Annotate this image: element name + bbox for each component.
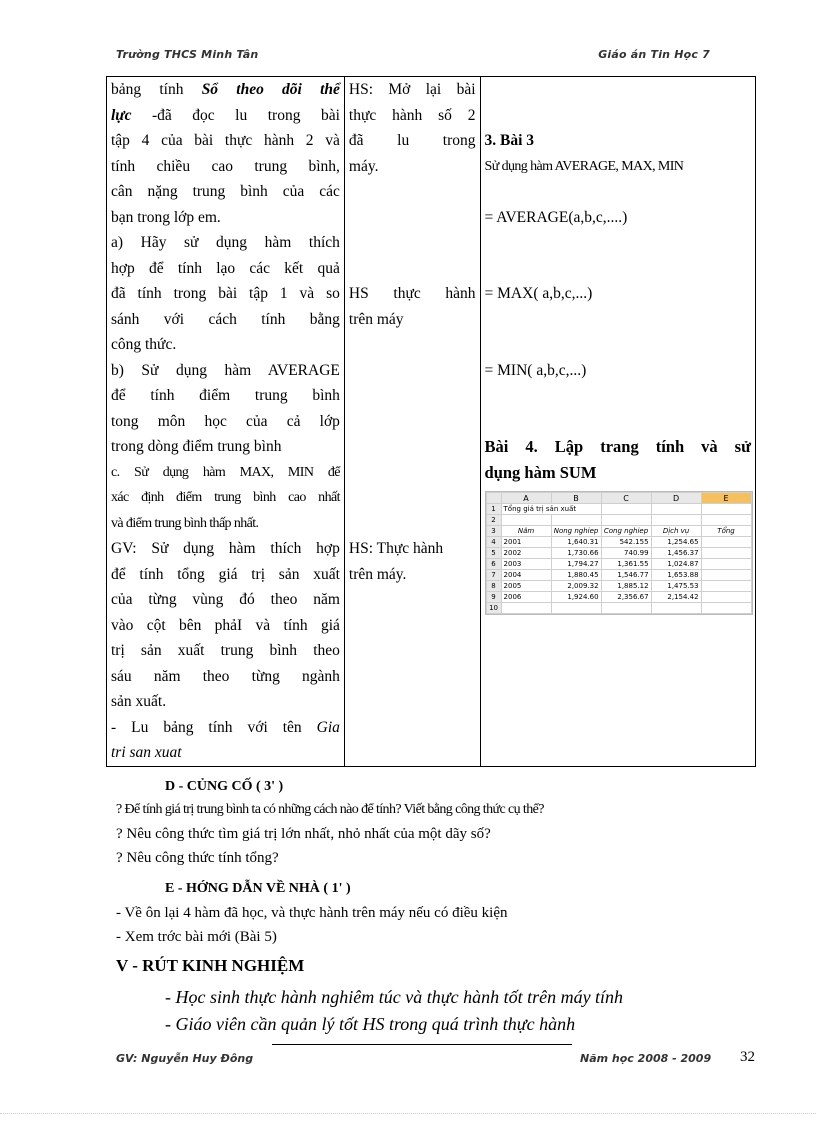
sheet-cell (651, 504, 701, 515)
bai4-title-line2: dụng hàm SUM (484, 462, 597, 482)
sheet-title-cell: Tổng giá trị sản xuất (501, 504, 601, 515)
teacher-line (111, 536, 340, 562)
teacher-line (111, 638, 340, 664)
teacher-line (111, 154, 340, 180)
sheet-cell (701, 515, 751, 526)
teacher-line-text: công thức. (111, 336, 177, 353)
sheet-row (486, 592, 751, 603)
s2-l1: HS thực hành (348, 285, 476, 302)
sheet-cell: 2,154.42 (651, 592, 701, 603)
footer-rule (272, 1044, 572, 1045)
sheet-column-header: C (601, 493, 651, 504)
sheet-cell: 1,730.66 (551, 548, 601, 559)
sheet-cell (701, 548, 751, 559)
teacher-line (111, 179, 340, 205)
section-v-l2: - Giáo viên cần quản lý tốt HS trong quá trình thực hành (165, 1014, 576, 1034)
bai3-title: 3. Bài 3 (484, 132, 535, 149)
teacher-line-text: lực (111, 106, 132, 124)
sheet-row (486, 581, 751, 592)
sheet-cell: 1,653.88 (651, 570, 701, 581)
sheet-row-header: 4 (486, 537, 501, 548)
teacher-line (111, 409, 340, 435)
teacher-line-text: sản xuất. (111, 693, 167, 710)
sheet-cell (501, 515, 551, 526)
teacher-line-text: bạn trong lớp em. (111, 208, 221, 226)
sheet-cell (701, 537, 751, 548)
teacher-line-text: -đã đọc lu trong bài (131, 106, 340, 124)
teacher-line (111, 281, 340, 307)
sheet-cell: 1,885.12 (601, 581, 651, 592)
max-formula: = MAX( a,b,c,...) (484, 285, 593, 302)
sheet-cell: 2,356.67 (601, 592, 651, 603)
s1-l2: thực hành số 2 (348, 106, 476, 124)
teacher-line-text: tri san xuat (111, 744, 182, 761)
bai4-title-line1: Bài 4. Lập trang tính và sử (484, 437, 751, 456)
footer-teacher: GV: Nguyễn Huy Đông (116, 1052, 254, 1065)
teacher-line-text: để tính tổng giá trị sản xuất (111, 565, 340, 583)
teacher-line (111, 103, 340, 129)
header-school: Trường THCS Minh Tân (116, 48, 259, 61)
section-e-l1: - Về ôn lại 4 hàm đã học, và thực hành trên máy nếu có điều kiện (116, 905, 508, 921)
sheet-cell: 1,254.65 (651, 537, 701, 548)
s3-l1: HS: Thực hành (348, 540, 444, 557)
teacher-line-text: hợp để tính lạo các kết quả (111, 259, 340, 277)
section-d-q3: ? Nêu công thức tính tổng? (116, 850, 279, 866)
sheet-row (486, 548, 751, 559)
teacher-activity-cell (107, 77, 345, 767)
sheet-row-header: 3 (486, 526, 501, 537)
sheet-column-header: A (501, 493, 551, 504)
section-d-title: D - CỦNG CỐ ( 3' ) (165, 779, 284, 794)
sheet-cell (701, 570, 751, 581)
teacher-line (111, 434, 340, 460)
sheet-cell (701, 581, 751, 592)
teacher-line (111, 613, 340, 639)
sheet-cell (651, 603, 701, 614)
sheet-header-cell: Tổng (701, 526, 751, 537)
sheet-cell (651, 515, 701, 526)
teacher-line (111, 230, 340, 256)
sheet-cell: 2002 (501, 548, 551, 559)
min-formula: = MIN( a,b,c,...) (484, 361, 587, 379)
teacher-line (111, 664, 340, 690)
sheet-cell: 1,024.87 (651, 559, 701, 570)
teacher-line (111, 205, 340, 231)
section-d-q2: ? Nêu công thức tìm giá trị lớn nhất, nhỏ nhất của một dãy số? (116, 826, 491, 842)
teacher-line-text: để tính điểm trung bình (111, 387, 340, 404)
sheet-row-header: 8 (486, 581, 501, 592)
teacher-line-text: a) Hãy sử dụng hàm thích (111, 234, 340, 251)
sheet-row-header: 7 (486, 570, 501, 581)
teacher-line-text: vào cột bên phảI và tính giá (111, 616, 340, 634)
sheet-row-header: 2 (486, 515, 501, 526)
teacher-line (111, 587, 340, 613)
sheet-row (486, 537, 751, 548)
teacher-line (111, 715, 340, 741)
sheet-cell: 2004 (501, 570, 551, 581)
sheet-row-header: 6 (486, 559, 501, 570)
student-activity-cell (344, 77, 480, 767)
sheet-row-header: 10 (486, 603, 501, 614)
bai3-desc: Sử dụng hàm AVERAGE, MAX, MIN (484, 158, 684, 174)
teacher-line-text: c. Sử dụng hàm MAX, MIN để (111, 464, 340, 480)
sheet-cell: 2001 (501, 537, 551, 548)
sheet-cell: 1,640.31 (551, 537, 601, 548)
sheet-cell (551, 515, 601, 526)
sheet-cell: 2003 (501, 559, 551, 570)
teacher-activity-text (111, 77, 340, 766)
sheet-cell: 1,361.55 (601, 559, 651, 570)
teacher-line (111, 511, 340, 537)
teacher-line-text: tính chiều cao trung bình, (111, 157, 340, 175)
page-edge (0, 1113, 816, 1114)
teacher-line-text: xác định điểm trung bình cao nhất (111, 490, 340, 505)
header-subject: Giáo án Tin Học 7 (598, 48, 710, 61)
section-e-l2: - Xem trớc bài mới (Bài 5) (116, 929, 277, 945)
teacher-line-text: sáu năm theo từng ngành (111, 667, 340, 685)
sheet-row-header: 5 (486, 548, 501, 559)
sheet-row (486, 570, 751, 581)
sheet-cell (601, 603, 651, 614)
average-formula: = AVERAGE(a,b,c,....) (484, 208, 628, 226)
sheet-cell: 1,794.27 (551, 559, 601, 570)
teacher-line (111, 332, 340, 358)
sheet-header-cell: Dịch vụ (651, 526, 701, 537)
s1-l1: HS: Mở lại bài (348, 81, 476, 98)
sheet-column-header: D (651, 493, 701, 504)
sheet-row-header: 1 (486, 504, 501, 515)
teacher-line-text: trong dòng điểm trung bình (111, 438, 282, 455)
teacher-line (111, 383, 340, 409)
sheet-cell: 2,009.32 (551, 581, 601, 592)
teacher-line-text: và điểm trung bình thấp nhất. (111, 515, 259, 531)
teacher-line (111, 460, 340, 486)
teacher-line (111, 358, 340, 384)
spreadsheet-image (485, 491, 753, 615)
sheet-cell (701, 603, 751, 614)
s1-l4: máy. (348, 157, 379, 175)
s3-l2: trên máy. (348, 565, 407, 583)
sheet-cell (701, 559, 751, 570)
page-number: 32 (740, 1049, 755, 1065)
teacher-line-text: cân nặng trung bình của các (111, 183, 340, 200)
sheet-cell: 1,546.77 (601, 570, 651, 581)
teacher-line-text: tong môn học của cả lớp (111, 412, 340, 430)
sheet-cell (701, 592, 751, 603)
sheet-row (486, 526, 751, 537)
teacher-line-text: sánh với cách tính bằng (111, 310, 340, 328)
s2-l2: trên máy (348, 310, 404, 328)
sheet-column-header-row (486, 493, 751, 504)
sheet-cell: 2006 (501, 592, 551, 603)
teacher-line-text: tập 4 của bài thực hành 2 và (111, 132, 340, 149)
sheet-cell: 1,475.53 (651, 581, 701, 592)
teacher-line (111, 562, 340, 588)
sheet-cell (501, 603, 551, 614)
teacher-line-text: đã tính trong bài tập 1 và so (111, 285, 340, 302)
teacher-line (111, 256, 340, 282)
sheet-row-header: 9 (486, 592, 501, 603)
teacher-line-text: Sổ theo dõi thể (201, 81, 340, 98)
teacher-line (111, 77, 340, 103)
sheet-cell (701, 504, 751, 515)
teacher-line-text: bảng tính (111, 81, 202, 98)
teacher-line (111, 128, 340, 154)
sheet-row (486, 504, 751, 515)
sheet-cell: 1,924.60 (551, 592, 601, 603)
sheet-cell: 1,456.37 (651, 548, 701, 559)
teacher-line-text: - Lu bảng tính với tên (111, 718, 317, 736)
sheet-header-cell: Năm (501, 526, 551, 537)
sheet-column-header: E (701, 493, 751, 504)
teacher-line-text: b) Sử dụng hàm AVERAGE (111, 361, 340, 379)
sheet-cell: 2005 (501, 581, 551, 592)
sheet-cell: 1,880.45 (551, 570, 601, 581)
teacher-line-text: của từng vùng đó theo năm (111, 591, 340, 608)
sheet-corner (486, 493, 501, 504)
sheet-header-cell: Nong nghiep (551, 526, 601, 537)
sheet-cell (601, 504, 651, 515)
teacher-line-text: Gia (316, 718, 340, 736)
section-e-title: E - HỚNG DẪN VỀ NHÀ ( 1' ) (165, 881, 351, 896)
sheet-row (486, 559, 751, 570)
footer-year: Năm học 2008 - 2009 (580, 1052, 712, 1065)
sheet-cell (601, 515, 651, 526)
section-d-q1: ? Để tính giá trị trung bình ta có những cách nào để tính? Viết bằng công thức cụ thể? (116, 802, 544, 817)
sheet-cell: 740.99 (601, 548, 651, 559)
sheet-cell: 542.155 (601, 537, 651, 548)
teacher-line-text: trị sản xuất trung bình theo (111, 642, 340, 659)
sheet-row (486, 515, 751, 526)
s1-l3: đã lu trong (348, 132, 476, 149)
lesson-table (106, 76, 756, 767)
section-v-l1: - Học sinh thực hành nghiêm túc và thực hành tốt trên máy tính (165, 987, 624, 1007)
sheet-column-header: B (551, 493, 601, 504)
teacher-line (111, 307, 340, 333)
content-cell (480, 77, 755, 767)
teacher-line-text: GV: Sử dụng hàm thích hợp (111, 540, 340, 557)
teacher-line (111, 740, 340, 766)
sheet-cell (551, 603, 601, 614)
sheet-row (486, 603, 751, 614)
section-v-title: V - RÚT KINH NGHIỆM (116, 956, 305, 975)
teacher-line (111, 689, 340, 715)
teacher-line (111, 485, 340, 511)
sheet-header-cell: Cong nghiep (601, 526, 651, 537)
